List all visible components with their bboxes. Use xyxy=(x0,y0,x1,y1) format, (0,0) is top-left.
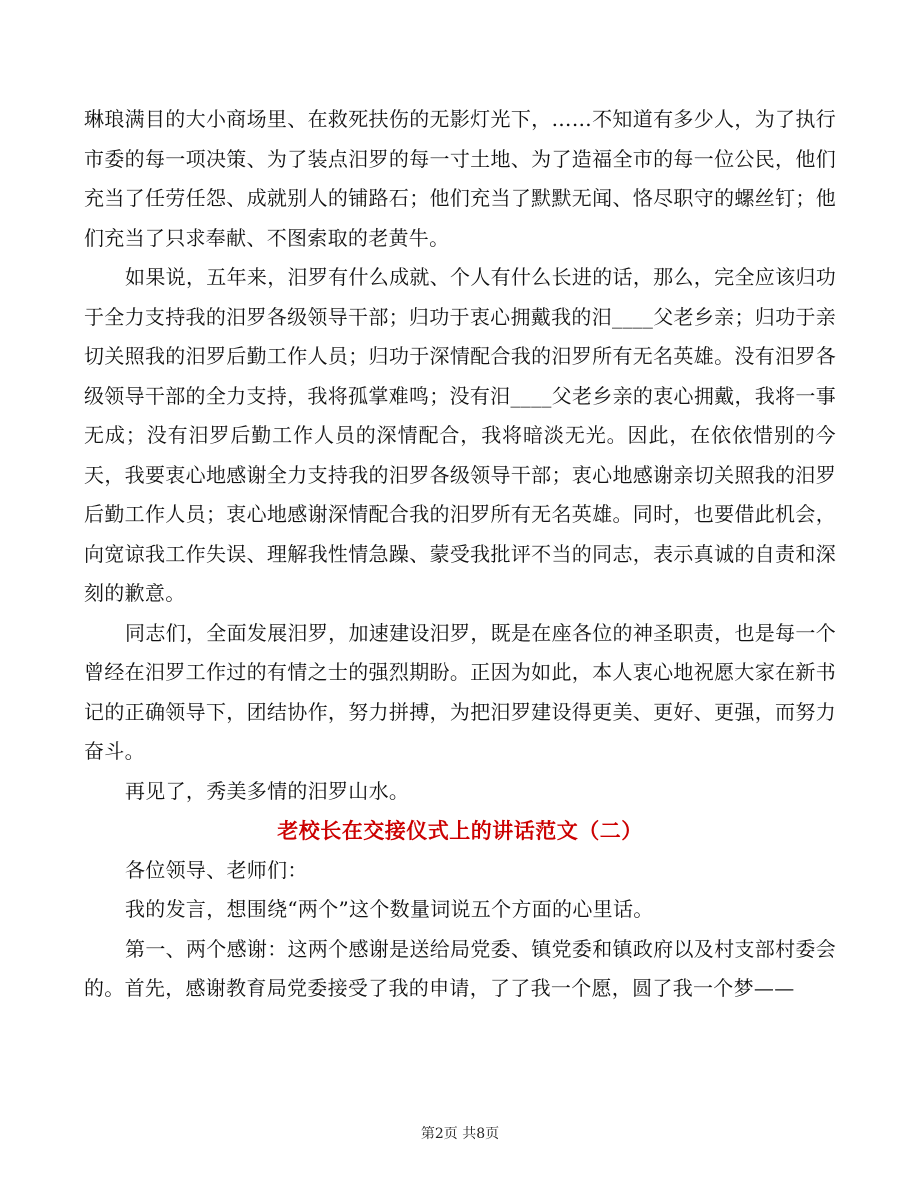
paragraph-gratitude: 如果说，五年来，汨罗有什么成就、个人有什么长进的话，那么，完全应该归功于全力支持我的汨罗各级领导干部；归功于衷心拥戴我的汨____父老乡亲；归功于亲切关照我的汨罗后勤工作人员；归功于深情配合我的汨罗所有无名英雄。没有汨罗各级领导干部的全力支持，我将孤掌难鸣；没有汨____父老乡亲的衷心拥戴，我将一事无成；没有汨罗后勤工作人员的深情配合，我将暗淡无光。因此，在依依惜别的今天，我要衷心地感谢全力支持我的汨罗各级领导干部；衷心地感谢亲切关照我的汨罗后勤工作人员；衷心地感谢深情配合我的汨罗所有无名英雄。同时，也要借此机会，向宽谅我工作失误、理解我性情急躁、蒙受我批评不当的同志，表示真诚的自责和深刻的歉意。 xyxy=(84,265,836,605)
document-body xyxy=(84,100,836,1009)
paragraph-wishes: 同志们，全面发展汨罗，加速建设汨罗，既是在座各位的神圣职责，也是每一个曾经在汨罗工作过的有情之士的强烈期盼。正因为如此，本人衷心地祝愿大家在新书记的正确领导下，团结协作，努力拼搏，为把汨罗建设得更美、更好、更强，而努力奋斗。 xyxy=(84,620,836,763)
page-number-footer: 第2页 共8页 xyxy=(420,1126,500,1142)
section-heading: 老校长在交接仪式上的讲话范文（二） xyxy=(277,818,643,843)
paragraph-intro: 我的发言，想围绕“两个”这个数量词说五个方面的心里话。 xyxy=(125,897,654,921)
paragraph-salutation: 各位领导、老师们： xyxy=(125,857,308,882)
paragraph-first-point: 第一、两个感谢：这两个感谢是送给局党委、镇党委和镇政府以及村支部村委会的。首先，感谢教育局党委接受了我的申请，了了我一个愿，圆了我一个梦—— xyxy=(84,936,836,1000)
paragraph-continuation: 琳琅满目的大小商场里、在救死扶伤的无影灯光下，……不知道有多少人，为了执行市委的每一项决策、为了装点汨罗的每一寸土地、为了造福全市的每一位公民，他们充当了任劳任怨、成就别人的铺路石；他们充当了默默无闻、恪尽职守的螺丝钉；他们充当了只求奉献、不图索取的老黄牛。 xyxy=(84,107,836,250)
paragraph-farewell: 再见了，秀美多情的汨罗山水。 xyxy=(125,778,410,803)
